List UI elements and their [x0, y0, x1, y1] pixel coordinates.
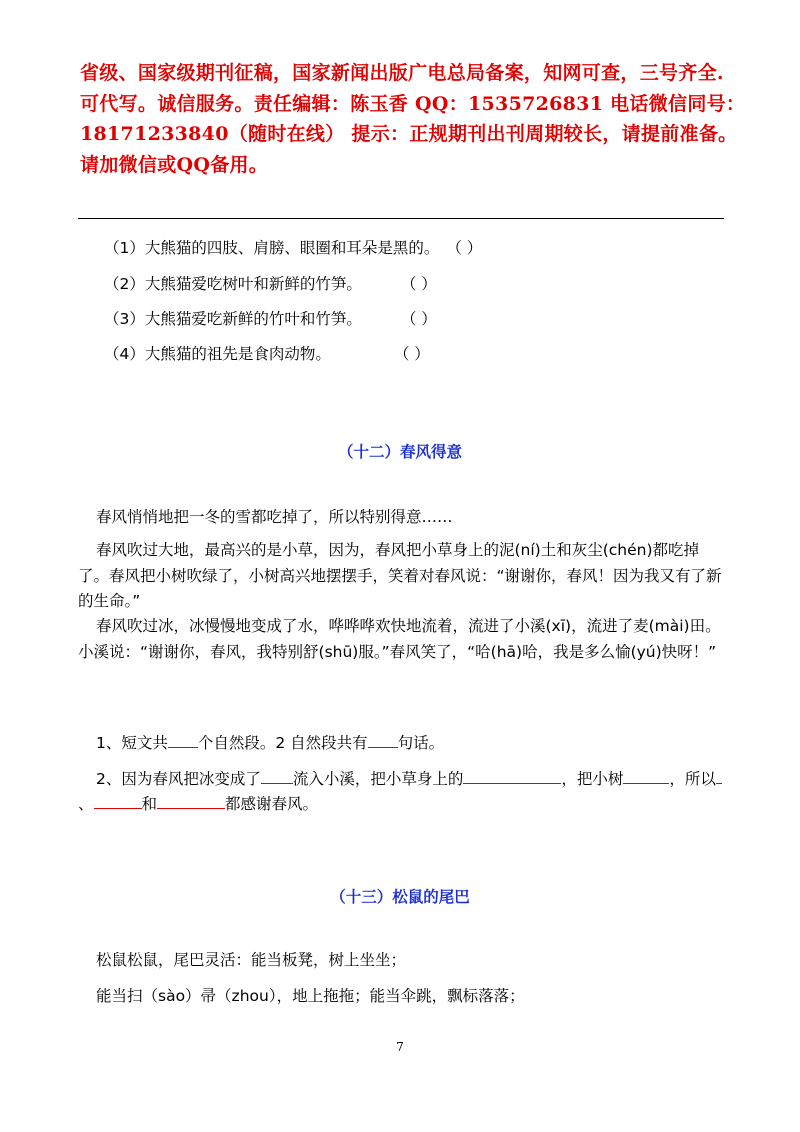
- fill-text: 和: [141, 795, 158, 813]
- answer-blank[interactable]: [94, 794, 142, 809]
- section-13-line-1: 松鼠松鼠，尾巴灵活：能当板凳，树上坐坐；: [96, 951, 407, 969]
- question-text: （3）大熊猫爱吃新鲜的竹叶和竹笋。: [104, 310, 362, 328]
- section-13-title: （十三）松鼠的尾巴: [330, 888, 470, 906]
- answer-parens: （ ）: [446, 239, 483, 257]
- section-12-intro: [78, 505, 728, 531]
- answer-parens: （ ）: [400, 275, 437, 293]
- question-3: [104, 307, 437, 329]
- fill-question-2-line-2: [78, 792, 318, 814]
- section-12-paragraph-2: [78, 614, 728, 665]
- page-number: 7: [396, 1040, 404, 1054]
- answer-blank[interactable]: [463, 769, 561, 784]
- paragraph-text: 春风吹过大地，最高兴的是小草，因为，春风把小草身上的泥(ní)土和灰尘(chén)都吃掉了。春风把小树吹绿了，小树高兴地摆摆手，笑着对春风说：“谢谢你，春风！因为我又有了新的生命。”: [78, 541, 722, 610]
- answer-blank[interactable]: [168, 733, 198, 748]
- fill-text: 都感谢春风。: [225, 795, 319, 813]
- fill-text: ，所以: [669, 770, 716, 788]
- fill-text: 句话。: [397, 734, 445, 752]
- section-12-title: （十二）春风得意: [337, 443, 462, 461]
- answer-blank[interactable]: [157, 794, 225, 809]
- answer-blank[interactable]: [623, 769, 669, 784]
- ad-line-2: 可代写。诚信服务。责任编辑：陈玉香 QQ：1535726831 电话微信同号：: [80, 92, 746, 115]
- ad-line-3: 18171233840（随时在线） 提示：正规期刊出刊周期较长，请提前准备。: [80, 123, 738, 145]
- fill-text: ，把小树: [561, 770, 624, 788]
- fill-text: 流入小溪，把小草身上的: [292, 770, 464, 788]
- fill-text: 2、因为春风把冰变成了: [96, 770, 261, 788]
- question-1: [104, 236, 482, 258]
- question-4: [104, 342, 430, 364]
- question-text: （1）大熊猫的四肢、肩膀、眼圈和耳朵是黑的。: [104, 239, 440, 257]
- ad-line-1: 省级、国家级期刊征稿，国家新闻出版广电总局备案，知网可查，三号齐全.: [80, 62, 724, 84]
- answer-blank[interactable]: [716, 769, 722, 784]
- fill-question-1: [96, 731, 444, 753]
- section-12-paragraph-1: [78, 538, 728, 615]
- question-2: [104, 272, 437, 294]
- ad-header: [80, 58, 746, 180]
- header-divider: [78, 218, 724, 219]
- answer-blank[interactable]: [261, 769, 293, 784]
- answer-parens: （ ）: [400, 310, 437, 328]
- question-text: （2）大熊猫爱吃树叶和新鲜的竹笋。: [104, 275, 362, 293]
- answer-parens: （ ）: [393, 345, 430, 363]
- paragraph-text: 春风吹过冰，冰慢慢地变成了水，哗哗哗欢快地流着，流进了小溪(xī)，流进了麦(mài)田。小溪说：“谢谢你，春风，我特别舒(shū)服。”春风笑了，“哈(hā)哈，我是多么愉(yú)快呀！”: [78, 617, 721, 661]
- answer-blank[interactable]: [368, 733, 398, 748]
- intro-text: 春风悄悄地把一冬的雪都吃掉了，所以特别得意……: [96, 508, 453, 526]
- fill-text: 、: [78, 795, 94, 813]
- fill-text: 个自然段。2 自然段共有: [197, 734, 368, 752]
- section-13-line-2: 能当扫（sào）帚（zhou），地上拖拖；能当伞跳，飘标落落；: [96, 987, 525, 1005]
- ad-line-4: 请加微信或QQ备用。: [80, 153, 269, 176]
- fill-question-2-line-1: [96, 767, 722, 789]
- fill-text: 1、短文共: [96, 734, 168, 752]
- question-text: （4）大熊猫的祖先是食肉动物。: [104, 345, 331, 363]
